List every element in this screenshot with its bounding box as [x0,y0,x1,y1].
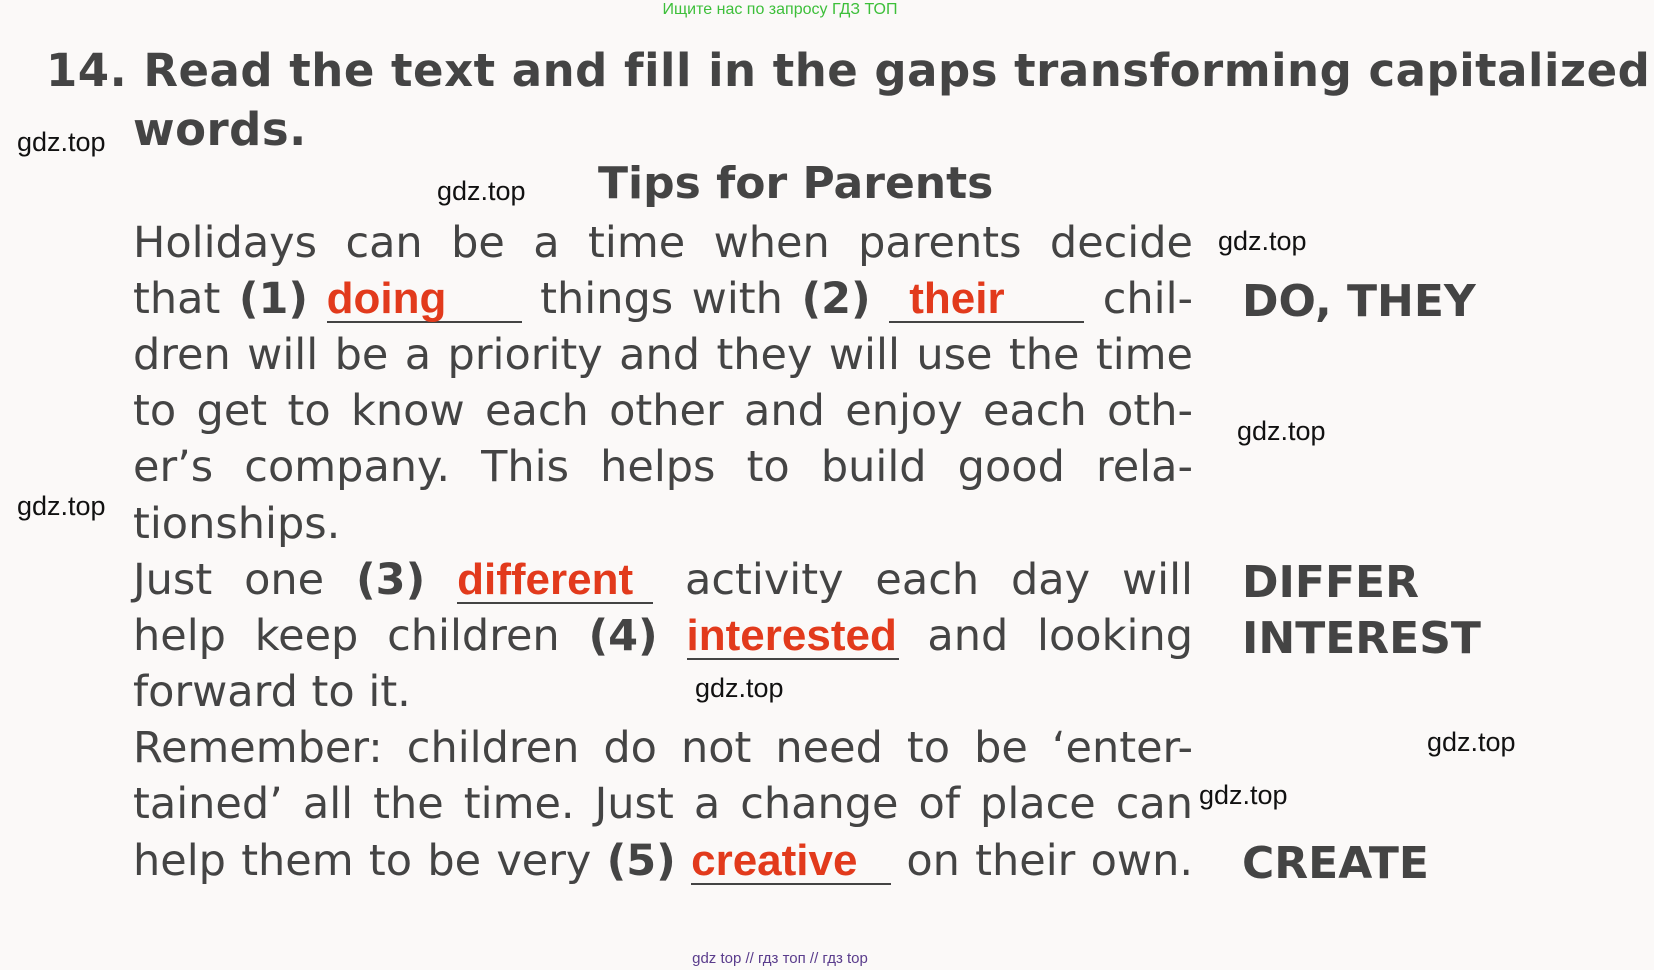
answer-3: different [457,555,634,604]
answer-5: creative [691,836,858,885]
text-line-7 [133,555,1193,605]
text-line-4: to get to know each other and enjoy each oth- [133,386,1193,436]
watermark: gdz.top [695,673,784,703]
answer-2: their [909,274,1005,323]
text-fragment: help them to be very [133,836,592,886]
keyword-do-they: DO, THEY [1242,276,1476,327]
task-heading: 14. Read the text and fill in the gaps transforming capitalized [46,44,1651,97]
text-fragment: things with [540,274,783,324]
text-line-11: tained’ all the time. Just a change of place can [133,779,1193,829]
task-heading-cont: words. [133,103,307,156]
watermark: gdz.top [17,127,106,157]
watermark: gdz.top [1427,727,1516,757]
keyword-create: CREATE [1242,838,1429,889]
text-title: Tips for Parents [598,158,994,209]
text-fragment: that [133,274,221,324]
text-line-5: er’s company. This helps to build good rela- [133,442,1193,492]
text-fragment: chil- [1102,274,1194,324]
text-fragment: activity each day will [685,555,1193,605]
watermark: gdz.top [17,491,106,521]
text-line-6: tionships. [133,499,341,549]
text-line-12 [133,836,1193,886]
text-fragment: Just one [133,555,325,605]
gap-number-3: (3) [356,555,426,605]
gap-number-5: (5) [606,836,676,886]
text-fragment: help keep children [133,611,560,661]
text-fragment: on their own. [906,836,1193,886]
answer-gap-2 [889,274,1084,323]
answer-gap-1 [326,274,522,323]
answer-gap-4 [686,611,899,660]
gap-number-4: (4) [588,611,658,661]
text-line-2 [133,274,1193,324]
text-line-1: Holidays can be a time when parents decide [133,218,1193,268]
text-fragment: and looking [927,611,1194,661]
text-line-9: forward to it. [133,667,411,717]
gap-number-1: (1) [238,274,309,324]
site-footer: gdz top // гдз топ // гдз top [692,950,868,967]
keyword-differ: DIFFER [1242,557,1419,608]
watermark: gdz.top [437,176,526,206]
text-line-10: Remember: children do not need to be ‘enter- [133,723,1193,773]
keyword-interest: INTEREST [1242,613,1481,664]
answer-4: interested [686,611,897,660]
watermark: gdz.top [1218,226,1307,256]
site-banner: Ищите нас по запросу ГДЗ ТОП [662,1,898,18]
text-line-8 [133,611,1193,661]
answer-1: doing [326,274,447,323]
text-line-3: dren will be a priority and they will use the time [133,330,1193,380]
answer-gap-5 [691,836,891,885]
answer-gap-3 [457,555,653,604]
watermark: gdz.top [1237,416,1326,446]
gap-number-2: (2) [801,274,871,324]
watermark: gdz.top [1199,780,1288,810]
